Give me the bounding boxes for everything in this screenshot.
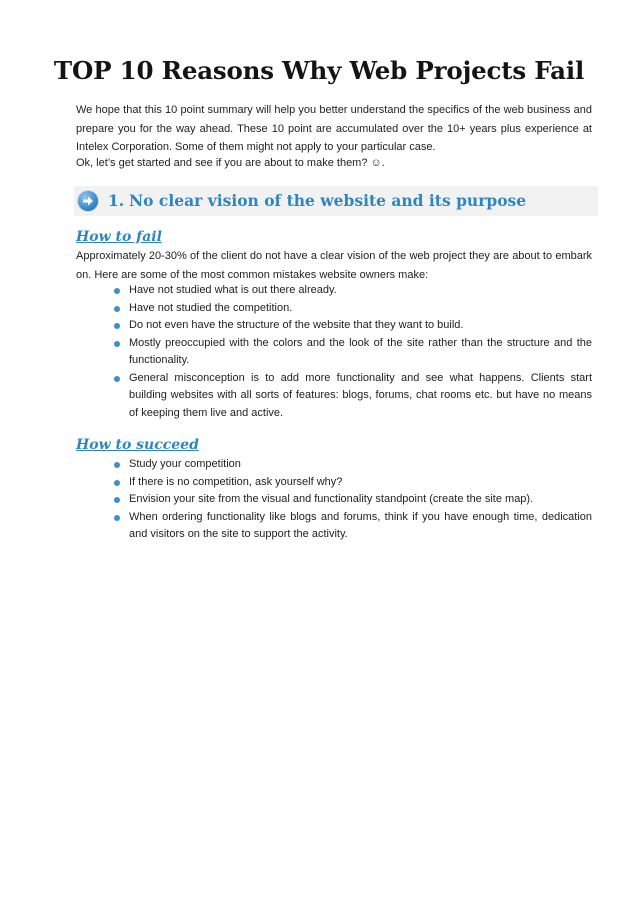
list-item (112, 317, 592, 335)
intro-followup: Ok, let’s get started and see if you are about to make them? ☺. (76, 157, 385, 169)
bullet-icon (114, 341, 120, 347)
list-item (112, 335, 592, 370)
list-item-text: If there is no competition, ask yourself why? (129, 475, 343, 488)
page-title: TOP 10 Reasons Why Web Projects Fail (53, 56, 585, 85)
list-item (112, 509, 592, 544)
list-item (112, 456, 592, 474)
list-item (112, 300, 592, 318)
list-item-text: Have not studied the competition. (129, 301, 293, 314)
intro-paragraph: We hope that this 10 point summary will help you better understand the specifics of the web business and prepare you for the way ahead. These 10 point are accumulated over the 10+ years plus experience at Intelex Corporation. Some of them might not apply to your particular case. (76, 104, 592, 153)
section-title: No clear vision of the website and its purpose (129, 191, 527, 210)
bullet-icon (114, 480, 120, 486)
how-to-succeed-list (112, 456, 592, 544)
bullet-icon (114, 515, 120, 521)
bullet-icon (114, 462, 120, 468)
bullet-icon (114, 376, 120, 382)
how-to-succeed-heading: How to succeed (76, 437, 199, 453)
list-item-text: Mostly preoccupied with the colors and the look of the site rather than the structure and the functionality. (129, 336, 592, 366)
arrow-right-circle-icon (78, 191, 98, 211)
how-to-fail-list (112, 282, 592, 422)
list-item (112, 474, 592, 492)
list-item (112, 370, 592, 423)
list-item-text: Envision your site from the visual and functionality standpoint (create the site map). (129, 493, 534, 505)
list-item-text: General misconception is to add more functionality and see what happens. Clients start building websites with all sorts of features: blogs, forums, chat rooms etc. but have no means of keeping them live and active. (129, 371, 592, 419)
bullet-icon (114, 497, 120, 503)
list-item-text: Study your competition (129, 458, 241, 470)
list-item (112, 282, 592, 300)
bullet-icon (114, 288, 120, 294)
bullet-icon (114, 306, 120, 312)
list-item-text: Have not studied what is out there already. (129, 284, 337, 296)
list-item-text: Do not even have the structure of the website that they want to build. (129, 319, 464, 331)
how-to-fail-heading: How to fail (76, 229, 162, 245)
list-item (112, 491, 592, 509)
how-to-fail-paragraph: Approximately 20-30% of the client do not have a clear vision of the web project they are about to embark on. Here are some of the most common mistakes website owners make: (76, 250, 592, 281)
bullet-icon (114, 323, 120, 329)
section-header-bar (74, 186, 598, 216)
list-item-text: When ordering functionality like blogs and forums, think if you have enough time, dedication and visitors on the site to support the activity. (129, 510, 592, 540)
section-number: 1. (108, 191, 125, 210)
